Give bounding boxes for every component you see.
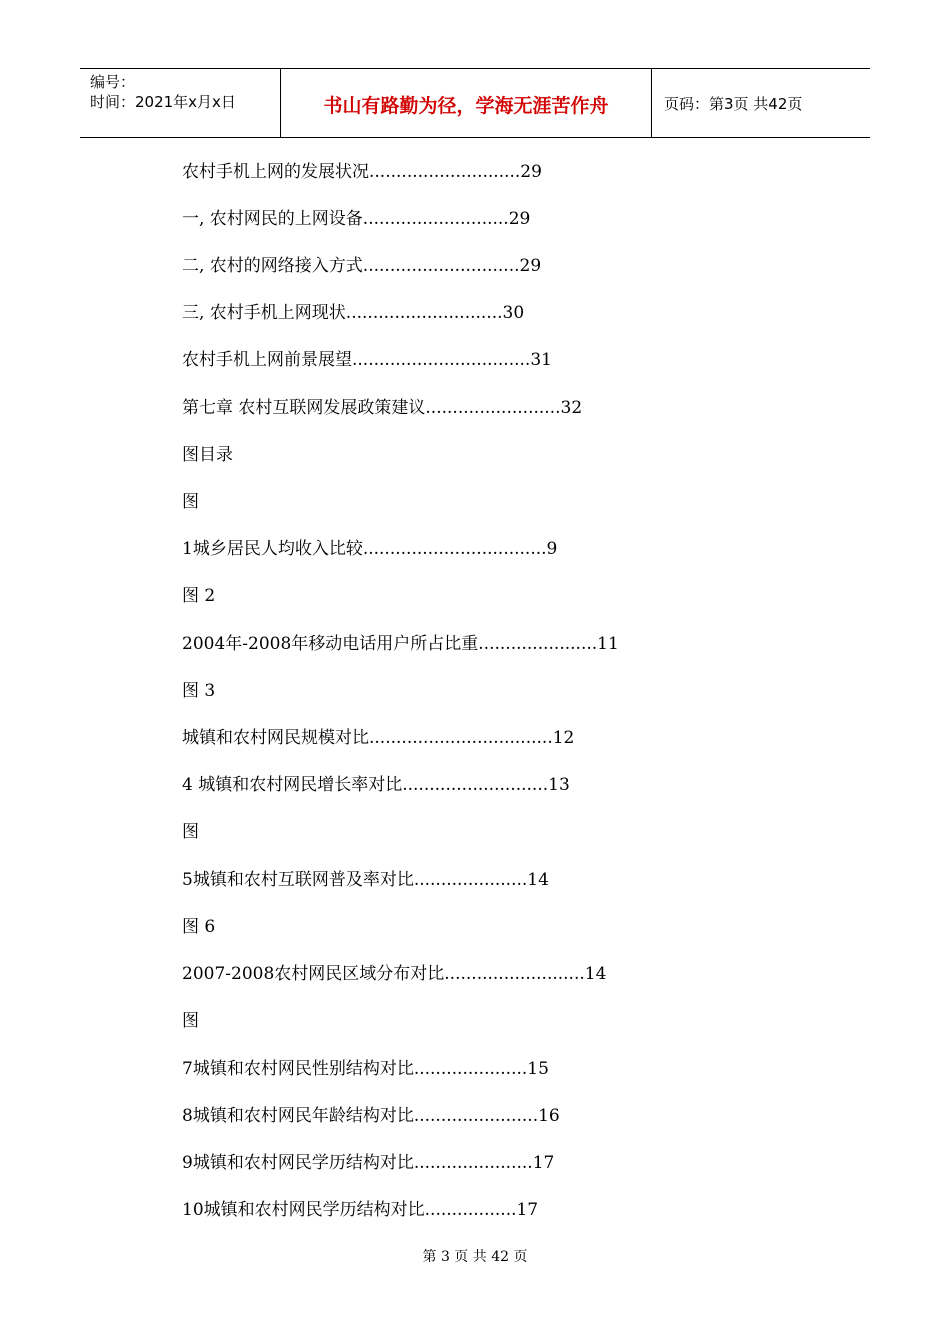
figure-label: 图	[182, 1011, 199, 1031]
figure-label: 图	[182, 492, 199, 512]
toc-entry: 第七章 农村互联网发展政策建议.........................32	[182, 398, 583, 418]
figure-label: 图 6	[182, 917, 216, 937]
toc-entry: 城镇和农村网民规模对比..................................12	[182, 728, 575, 748]
toc-entry: 1城乡居民人均收入比较..................................9	[182, 539, 558, 559]
toc-entry: 2007-2008农村网民区域分布对比..........................14	[182, 964, 607, 984]
toc-entry: 9城镇和农村网民学历结构对比......................17	[182, 1153, 555, 1173]
figure-label: 图	[182, 822, 199, 842]
toc-entry: 三, 农村手机上网现状.............................30	[182, 303, 525, 323]
toc-entry: 农村手机上网的发展状况............................29	[182, 162, 542, 182]
toc-entry: 2004年-2008年移动电话用户所占比重......................11	[182, 634, 619, 654]
toc-entry: 7城镇和农村网民性别结构对比.....................15	[182, 1059, 549, 1079]
toc-entry: 二, 农村的网络接入方式.............................29	[182, 256, 542, 276]
document-time-label: 时间：2021年x月x日	[90, 93, 236, 111]
header-meta-cell	[80, 69, 281, 137]
toc-entry: 农村手机上网前景展望.................................31	[182, 350, 552, 370]
toc-entry: 5城镇和农村互联网普及率对比.....................14	[182, 870, 549, 890]
header-motto: 书山有路勤为径，学海无涯苦作舟	[323, 95, 609, 117]
toc-entry: 4 城镇和农村网民增长率对比...........................13	[182, 775, 570, 795]
document-number-label: 编号：	[90, 73, 136, 91]
page-footer: 第 3 页 共 42 页	[422, 1249, 528, 1265]
header-page-cell	[652, 69, 870, 137]
page-header	[80, 68, 870, 138]
toc-entry: 一, 农村网民的上网设备...........................29	[182, 209, 531, 229]
toc-entry: 8城镇和农村网民年龄结构对比.......................16	[182, 1106, 560, 1126]
figure-label: 图 3	[182, 681, 216, 701]
toc-entry: 10城镇和农村网民学历结构对比.................17	[182, 1200, 539, 1220]
header-motto-cell	[281, 69, 652, 137]
header-page-code: 页码：第3页 共42页	[664, 95, 803, 113]
figure-list-heading: 图目录	[182, 445, 233, 465]
figure-label: 图 2	[182, 586, 216, 606]
